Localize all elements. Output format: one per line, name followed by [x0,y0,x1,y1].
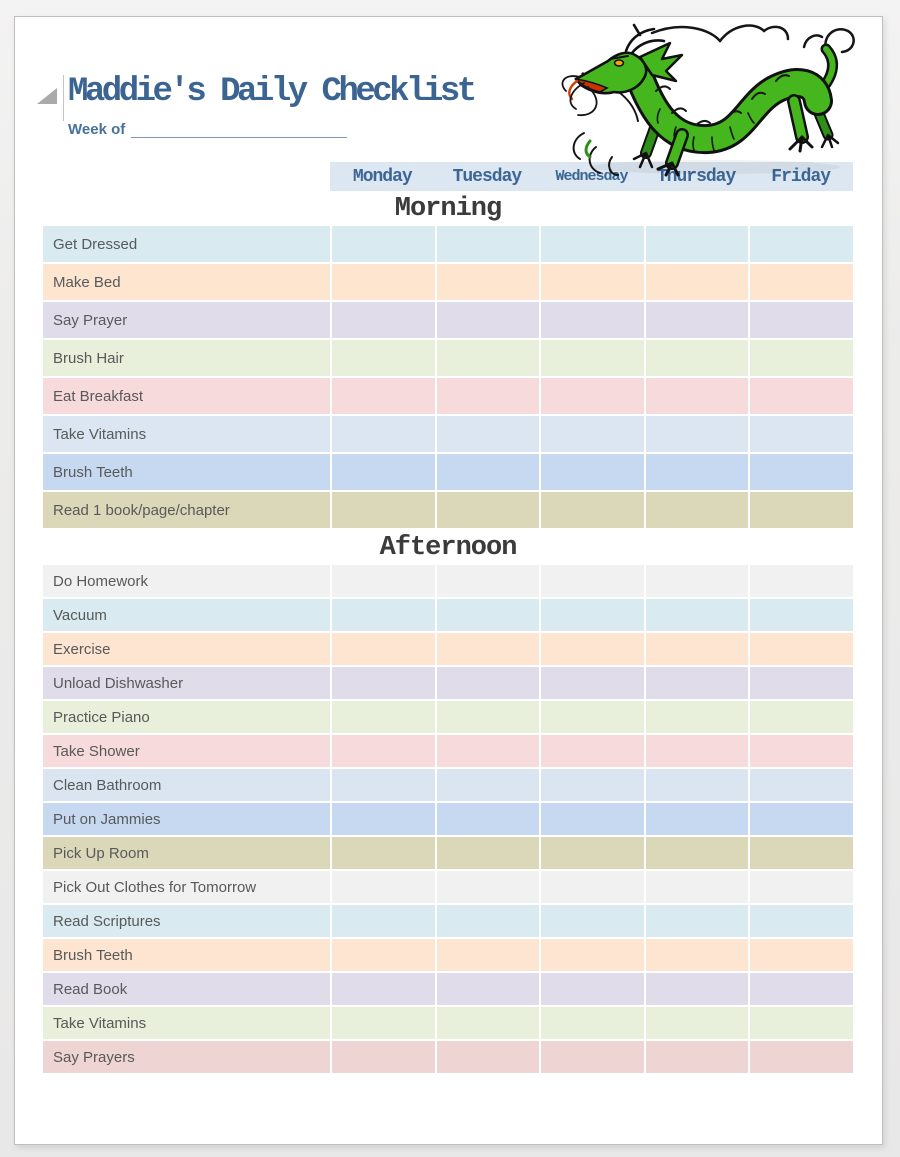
check-cell-monday[interactable] [330,302,435,338]
check-cell-thursday[interactable] [644,701,749,733]
check-cell-friday[interactable] [748,599,853,631]
check-cell-monday[interactable] [330,599,435,631]
task-label: Brush Hair [53,349,124,367]
task-row [43,1007,853,1039]
task-row [43,973,853,1005]
check-cell-thursday[interactable] [644,1041,749,1073]
check-cell-tuesday[interactable] [435,416,540,452]
check-cell-tuesday[interactable] [435,837,540,869]
check-cell-tuesday[interactable] [435,803,540,835]
check-cell-wednesday[interactable] [539,1041,644,1073]
check-cell-friday[interactable] [748,633,853,665]
task-label: Take Vitamins [53,425,147,443]
check-cell-monday[interactable] [330,416,435,452]
check-cell-thursday[interactable] [644,871,749,903]
check-cell-monday[interactable] [330,769,435,801]
check-cell-friday[interactable] [748,302,853,338]
task-label: Take Shower [53,742,140,760]
check-cell-tuesday[interactable] [435,378,540,414]
check-cell-monday[interactable] [330,565,435,597]
check-cell-monday[interactable] [330,667,435,699]
task-row [43,735,853,767]
check-cell-monday[interactable] [330,803,435,835]
check-cell-thursday[interactable] [644,633,749,665]
task-row [43,492,853,528]
check-cell-wednesday[interactable] [539,939,644,971]
check-cell-tuesday[interactable] [435,340,540,376]
task-row [43,264,853,300]
check-cell-friday[interactable] [748,1041,853,1073]
check-cell-thursday[interactable] [644,302,749,338]
check-cell-wednesday[interactable] [539,633,644,665]
task-label: Put on Jammies [53,810,161,828]
check-cell-friday[interactable] [748,973,853,1005]
check-cell-tuesday[interactable] [435,905,540,937]
task-label: Make Bed [53,273,121,291]
check-cell-monday[interactable] [330,939,435,971]
check-cell-friday[interactable] [748,264,853,300]
check-cell-friday[interactable] [748,1007,853,1039]
check-cell-monday[interactable] [330,701,435,733]
page-title: Maddie's Daily Checklist [68,73,474,111]
check-cell-tuesday[interactable] [435,492,540,528]
check-cell-tuesday[interactable] [435,667,540,699]
task-row [43,1041,853,1073]
check-cell-thursday[interactable] [644,492,749,528]
task-label: Vacuum [53,606,107,624]
check-cell-tuesday[interactable] [435,633,540,665]
task-row [43,302,853,338]
task-row [43,769,853,801]
check-cell-monday[interactable] [330,378,435,414]
check-cell-friday[interactable] [748,565,853,597]
check-cell-friday[interactable] [748,803,853,835]
check-cell-wednesday[interactable] [539,871,644,903]
task-row [43,378,853,414]
task-row [43,905,853,937]
check-cell-tuesday[interactable] [435,735,540,767]
check-cell-wednesday[interactable] [539,226,644,262]
check-cell-friday[interactable] [748,701,853,733]
check-cell-thursday[interactable] [644,939,749,971]
check-cell-friday[interactable] [748,837,853,869]
section-afternoon-rows [43,565,853,1073]
check-cell-wednesday[interactable] [539,837,644,869]
check-cell-thursday[interactable] [644,667,749,699]
check-cell-friday[interactable] [748,905,853,937]
check-cell-tuesday[interactable] [435,565,540,597]
day-header-tuesday: Tuesday [435,162,540,191]
week-of-label: Week of [68,121,126,138]
check-cell-monday[interactable] [330,226,435,262]
check-cell-friday[interactable] [748,226,853,262]
task-row [43,837,853,869]
check-cell-monday[interactable] [330,264,435,300]
task-label: Eat Breakfast [53,387,144,405]
check-cell-friday[interactable] [748,340,853,376]
section-title-morning: Morning [394,193,502,224]
check-cell-thursday[interactable] [644,599,749,631]
task-label: Do Homework [53,572,149,590]
check-cell-thursday[interactable] [644,837,749,869]
check-cell-monday[interactable] [330,633,435,665]
check-cell-thursday[interactable] [644,803,749,835]
task-row [43,701,853,733]
check-cell-monday[interactable] [330,905,435,937]
dragon-clipart-image [560,17,868,177]
check-cell-thursday[interactable] [644,416,749,452]
check-cell-tuesday[interactable] [435,871,540,903]
task-row [43,565,853,597]
check-cell-thursday[interactable] [644,735,749,767]
check-cell-wednesday[interactable] [539,701,644,733]
check-cell-thursday[interactable] [644,769,749,801]
task-label: Pick Out Clothes for Tomorrow [53,878,257,896]
task-label: Brush Teeth [53,946,133,964]
section-morning-rows [43,226,853,528]
check-cell-wednesday[interactable] [539,492,644,528]
task-label: Exercise [53,640,111,658]
task-label: Get Dressed [53,235,138,253]
text-cursor [63,75,64,121]
task-label: Take Vitamins [53,1014,147,1032]
checklist-page [14,16,883,1145]
check-cell-tuesday[interactable] [435,226,540,262]
check-cell-wednesday[interactable] [539,599,644,631]
task-label: Brush Teeth [53,463,133,481]
check-cell-wednesday[interactable] [539,264,644,300]
dragon-icon [560,17,868,177]
day-header-thursday: Thursday [644,162,749,191]
check-cell-thursday[interactable] [644,340,749,376]
day-header-friday: Friday [748,162,853,191]
check-cell-tuesday[interactable] [435,939,540,971]
check-cell-thursday[interactable] [644,378,749,414]
check-cell-monday[interactable] [330,1007,435,1039]
section-title-afternoon: Afternoon [379,532,517,563]
week-of-blank-field[interactable] [131,124,347,138]
check-cell-monday[interactable] [330,492,435,528]
check-cell-monday[interactable] [330,871,435,903]
check-cell-monday[interactable] [330,454,435,490]
task-label: Practice Piano [53,708,150,726]
check-cell-wednesday[interactable] [539,667,644,699]
check-cell-tuesday[interactable] [435,769,540,801]
task-label: Say Prayers [53,1048,135,1066]
check-cell-wednesday[interactable] [539,1007,644,1039]
check-cell-thursday[interactable] [644,973,749,1005]
check-cell-tuesday[interactable] [435,302,540,338]
day-header-wednesday: Wednesday [539,162,644,191]
check-cell-tuesday[interactable] [435,1007,540,1039]
check-cell-thursday[interactable] [644,905,749,937]
check-cell-monday[interactable] [330,973,435,1005]
task-row [43,633,853,665]
task-label: Unload Dishwasher [53,674,184,692]
check-cell-friday[interactable] [748,667,853,699]
task-label: Read Scriptures [53,912,161,930]
check-cell-thursday[interactable] [644,226,749,262]
check-cell-tuesday[interactable] [435,454,540,490]
check-cell-friday[interactable] [748,492,853,528]
check-cell-wednesday[interactable] [539,769,644,801]
check-cell-wednesday[interactable] [539,378,644,414]
checklist-table [43,162,853,1075]
check-cell-thursday[interactable] [644,454,749,490]
task-row [43,340,853,376]
check-cell-wednesday[interactable] [539,340,644,376]
check-cell-monday[interactable] [330,735,435,767]
week-of-row [68,121,347,138]
check-cell-tuesday[interactable] [435,973,540,1005]
check-cell-tuesday[interactable] [435,1041,540,1073]
task-row [43,454,853,490]
check-cell-wednesday[interactable] [539,973,644,1005]
check-cell-tuesday[interactable] [435,701,540,733]
check-cell-thursday[interactable] [644,264,749,300]
day-header-monday: Monday [330,162,435,191]
task-row [43,226,853,262]
check-cell-tuesday[interactable] [435,599,540,631]
corner-triangle-marker [37,88,57,104]
day-header-spacer [43,162,330,191]
check-cell-friday[interactable] [748,454,853,490]
check-cell-wednesday[interactable] [539,735,644,767]
check-cell-monday[interactable] [330,837,435,869]
check-cell-wednesday[interactable] [539,803,644,835]
check-cell-tuesday[interactable] [435,264,540,300]
task-label: Pick Up Room [53,844,149,862]
check-cell-friday[interactable] [748,378,853,414]
check-cell-thursday[interactable] [644,1007,749,1039]
task-label: Say Prayer [53,311,128,329]
check-cell-friday[interactable] [748,416,853,452]
check-cell-wednesday[interactable] [539,416,644,452]
task-row [43,667,853,699]
task-row [43,416,853,452]
check-cell-wednesday[interactable] [539,302,644,338]
check-cell-wednesday[interactable] [539,454,644,490]
check-cell-monday[interactable] [330,340,435,376]
check-cell-friday[interactable] [748,735,853,767]
task-row [43,803,853,835]
task-row [43,871,853,903]
task-label: Clean Bathroom [53,776,162,794]
check-cell-thursday[interactable] [644,565,749,597]
check-cell-monday[interactable] [330,1041,435,1073]
task-label: Read Book [53,980,128,998]
check-cell-friday[interactable] [748,871,853,903]
check-cell-friday[interactable] [748,769,853,801]
check-cell-friday[interactable] [748,939,853,971]
task-row [43,939,853,971]
check-cell-wednesday[interactable] [539,905,644,937]
check-cell-wednesday[interactable] [539,565,644,597]
task-label: Read 1 book/page/chapter [53,501,230,519]
task-row [43,599,853,631]
